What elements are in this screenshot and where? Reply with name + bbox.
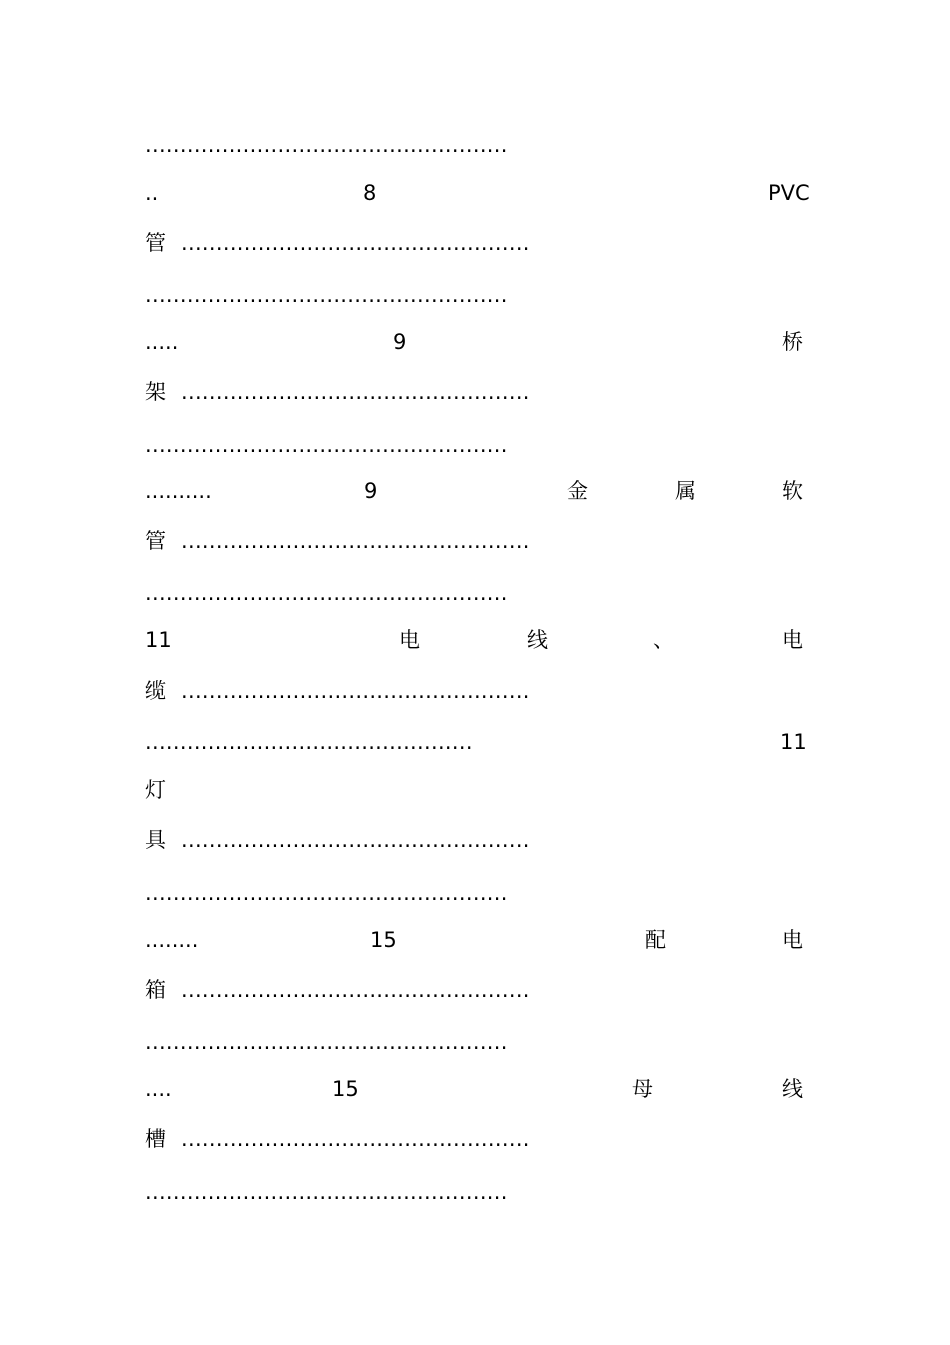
leader-dots: .................................................. (181, 828, 530, 852)
leader-dots: .................................................... (145, 1180, 508, 1204)
toc-title-char: 缆 (145, 679, 166, 703)
leader-dots: .................................................. (181, 679, 530, 703)
toc-title-part: 电 (399, 628, 420, 652)
toc-line-11 (145, 625, 807, 655)
toc-title-part: 电 (782, 928, 803, 952)
toc-title-part: 电 (782, 628, 803, 652)
toc-line-14 (145, 775, 807, 805)
leader-dots: .. (145, 181, 159, 205)
page-number: 15 (332, 1077, 359, 1101)
toc-title-part: 配 (645, 928, 666, 952)
toc-title-char: 具 (145, 828, 166, 852)
toc-line-18 (145, 975, 807, 1005)
toc-line-17 (145, 925, 807, 955)
toc-line-2 (145, 178, 810, 208)
page-number: 11 (145, 628, 172, 652)
toc-title-part: 软 (782, 479, 803, 503)
toc-line-20 (145, 1074, 807, 1104)
toc-line-21 (145, 1124, 807, 1154)
page-number: 15 (370, 928, 397, 952)
page-number: 9 (364, 479, 378, 503)
leader-dots: .................................................... (145, 283, 508, 307)
toc-line-16 (145, 878, 807, 908)
toc-title-part: 桥 (782, 330, 803, 354)
leader-dots: .................................................... (145, 881, 508, 905)
leader-dots: .................................................... (145, 581, 508, 605)
toc-title-part: 金 (567, 479, 588, 503)
toc-title-char: 箱 (145, 978, 166, 1002)
page-number: 11 (780, 730, 807, 754)
toc-line-10 (145, 578, 807, 608)
toc-line-22 (145, 1177, 807, 1207)
toc-title-part: PVC (768, 181, 810, 205)
leader-dots: .................................................... (145, 433, 508, 457)
toc-line-19 (145, 1027, 807, 1057)
page-number: 9 (393, 330, 407, 354)
toc-line-7 (145, 430, 807, 460)
toc-title-part: 属 (675, 479, 696, 503)
leader-dots: .......... (145, 479, 212, 503)
toc-line-12 (145, 676, 807, 706)
toc-title-char: 管 (145, 529, 166, 553)
toc-line-3 (145, 228, 807, 258)
toc-line-5 (145, 327, 807, 357)
leader-dots: .................................................... (145, 133, 508, 157)
toc-line-4 (145, 280, 807, 310)
leader-dots: .................................................... (145, 1030, 508, 1054)
leader-dots: ............................................... (145, 730, 473, 754)
toc-title-part: 线 (782, 1077, 803, 1101)
toc-title-part: 母 (632, 1077, 653, 1101)
toc-title-char: 槽 (145, 1127, 166, 1151)
toc-line-9 (145, 526, 807, 556)
page-number: 8 (363, 181, 377, 205)
toc-title-char: 架 (145, 380, 166, 404)
leader-dots: .................................................. (181, 978, 530, 1002)
toc-title-char: 管 (145, 231, 166, 255)
toc-line-1 (145, 130, 807, 160)
leader-dots: .................................................. (181, 1127, 530, 1151)
leader-dots: .................................................. (181, 380, 530, 404)
toc-line-6 (145, 377, 807, 407)
toc-line-8 (145, 476, 807, 506)
toc-title-part: 线 (527, 628, 548, 652)
leader-dots: ........ (145, 928, 199, 952)
leader-dots: .... (145, 1077, 172, 1101)
toc-line-15 (145, 825, 807, 855)
leader-dots: .................................................. (181, 529, 530, 553)
toc-title-part: 、 (653, 628, 674, 652)
leader-dots: ..... (145, 330, 179, 354)
toc-line-13 (145, 727, 807, 757)
toc-title-char: 灯 (145, 778, 166, 802)
leader-dots: .................................................. (181, 231, 530, 255)
